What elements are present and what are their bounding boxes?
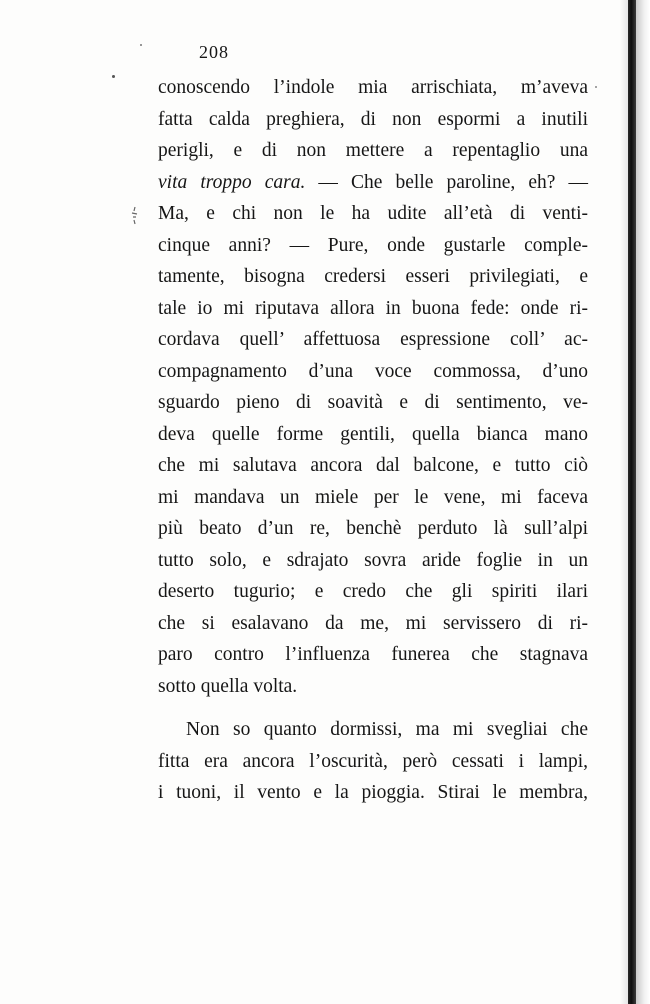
text-line: paro contro l’influenza funerea che stagnava xyxy=(158,644,588,665)
italic-phrase: vita troppo cara. xyxy=(158,171,306,193)
text-line: tale io mi riputava allora in buona fede: onde ri- xyxy=(158,297,588,319)
text-line: conoscendo l’indole mia arrischiata, m’aveva xyxy=(158,77,588,98)
page-number: 208 xyxy=(199,42,229,62)
text-line: cordava quell’ affettuosa espressione coll’ ac- xyxy=(158,329,588,350)
text-line: sotto quella volta. xyxy=(158,675,298,697)
text-line: tutto solo, e sdrajato sovra aride foglie in un xyxy=(158,549,588,571)
text-line: fitta era ancora l’oscurità, però cessati i lampi, xyxy=(158,750,588,772)
text-line: più beato d’un re, benchè perduto là sull’alpi xyxy=(158,518,588,539)
text-line: sguardo pieno di soavità e di sentimento, ve- xyxy=(158,392,588,413)
text-span: — Che belle paroline, eh? — xyxy=(305,171,588,193)
margin-ink-mark xyxy=(128,205,142,227)
text-line: tamente, bisogna credersi esseri privilegiati, e xyxy=(158,266,588,287)
text-line: deserto tugurio; e credo che gli spiriti ilari xyxy=(158,581,588,602)
paragraph xyxy=(158,714,588,809)
text-line: Ma, e chi non le ha udite all’età di venti- xyxy=(158,203,588,224)
text-line: deva quelle forme gentili, quella bianca mano xyxy=(158,423,588,445)
binding-edge xyxy=(628,0,636,1004)
text-line: che mi salutava ancora dal balcone, e tutto ciò xyxy=(158,455,588,476)
ink-speck xyxy=(112,75,115,78)
text-line: Non so quanto dormissi, ma mi svegliai che xyxy=(186,719,588,740)
text-line: fatta calda preghiera, di non espormi a inutili xyxy=(158,108,588,130)
body-text xyxy=(158,72,588,809)
text-line-with-italic xyxy=(158,167,588,199)
paragraph xyxy=(158,72,588,702)
text-line: mi mandava un miele per le vene, mi faceva xyxy=(158,486,588,508)
paragraph-gap xyxy=(158,702,588,714)
text-line: che si esalavano da me, mi servissero di ri- xyxy=(158,612,588,634)
ink-speck xyxy=(140,44,142,46)
text-line: compagnamento d’una voce commossa, d’uno xyxy=(158,360,588,382)
text-line: i tuoni, il vento e la pioggia. Stirai le membra, xyxy=(158,782,588,803)
text-line: perigli, e di non mettere a repentaglio una xyxy=(158,140,588,161)
next-page-edge xyxy=(636,0,650,1004)
page-gutter-shadow xyxy=(620,0,628,1004)
text-line: cinque anni? — Pure, onde gustarle comple- xyxy=(158,234,588,256)
ink-speck xyxy=(595,86,597,88)
